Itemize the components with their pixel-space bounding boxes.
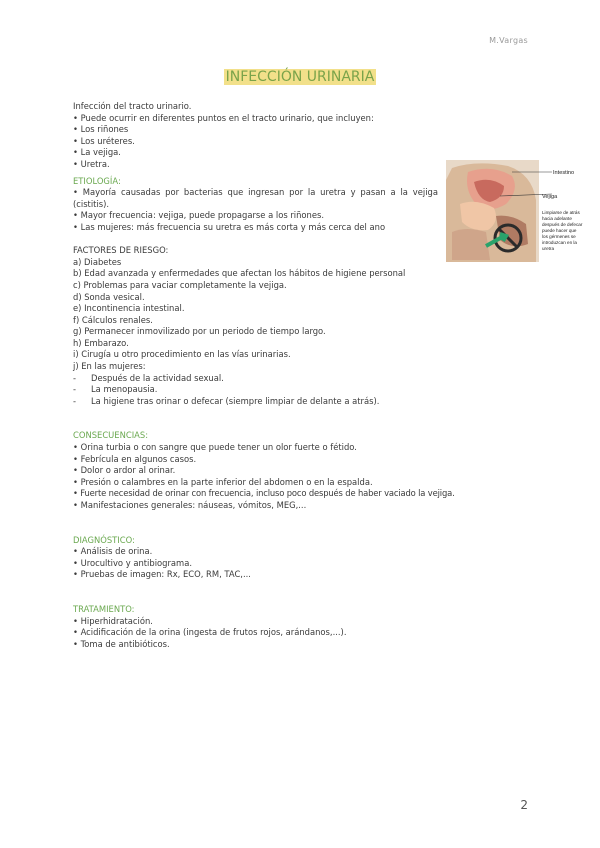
page-title — [0, 69, 600, 85]
tratamiento-item: • Toma de antibióticos. — [73, 638, 170, 649]
caption-line: hacia adelante — [542, 216, 572, 221]
consecuencia-item: • Febrícula en algunos casos. — [73, 453, 197, 464]
etiologia-section — [73, 176, 438, 234]
factor-item: d) Sonda vesical. — [73, 291, 145, 302]
tratamiento-item: • Acidificación de la orina (ingesta de frutos rojos, arándanos,...). — [73, 627, 347, 638]
page-number: 2 — [520, 798, 528, 812]
intro-line: • Los uréteres. — [73, 135, 135, 146]
factor-item: a) Diabetes — [73, 256, 122, 267]
tratamiento-section — [73, 604, 438, 650]
consecuencia-item: • Presión o calambres en la parte inferior del abdomen o en la espalda. — [73, 476, 373, 487]
factor-subitem: - La menopausia. — [73, 384, 453, 396]
intro-line: • La vejiga. — [73, 147, 121, 158]
etiologia-heading: ETIOLOGÍA: — [73, 175, 121, 186]
caption-line: introduzcan en la — [542, 240, 577, 245]
diagnostico-heading: DIAGNÓSTICO: — [73, 534, 135, 545]
factor-item: h) Embarazo. — [73, 337, 129, 348]
tratamiento-item: • Hiperhidratación. — [73, 615, 153, 626]
factor-item: e) Incontinencia intestinal. — [73, 303, 185, 314]
factores-heading: FACTORES DE RIESGO: — [73, 245, 169, 256]
factores-sublist — [73, 373, 453, 408]
consecuencia-item: • Dolor o ardor al orinar. — [73, 465, 176, 476]
diagnostico-section — [73, 535, 438, 581]
perineum-shape — [452, 229, 490, 260]
author-header: M.Vargas — [489, 36, 528, 45]
consecuencia-item: • Fuerte necesidad de orinar con frecuencia, incluso poco después de haber vaciado la vejiga. — [73, 488, 455, 499]
factor-subitem: - La higiene tras orinar o defecar (siempre limpiar de delante a atrás). — [73, 396, 453, 408]
intro-line: • Los riñones — [73, 124, 129, 135]
caption-line: Limpiarse de atrás — [542, 210, 580, 215]
tratamiento-heading: TRATAMIENTO: — [73, 603, 135, 614]
caption-line: los gérmenes se — [542, 234, 576, 239]
intro-line: Infección del tracto urinario. — [73, 101, 192, 111]
intro-line: • Puede ocurrir en diferentes puntos en el tracto urinario, que incluyen: — [73, 112, 374, 123]
consecuencia-item: • Orina turbia o con sangre que puede tener un olor fuerte o fétido. — [73, 442, 357, 453]
consecuencia-item: • Manifestaciones generales: náuseas, vómitos, MEG,... — [73, 500, 307, 510]
factor-item: b) Edad avanzada y enfermedades que afectan los hábitos de higiene personal — [73, 268, 406, 279]
factor-item: i) Cirugía u otro procedimiento en las vías urinarias. — [73, 349, 291, 360]
diagnostico-item: • Urocultivo y antibiograma. — [73, 557, 192, 568]
etiologia-line: • Mayor frecuencia: vejiga, puede propagarse a los riñones. — [73, 210, 325, 221]
diagnostico-item: • Análisis de orina. — [73, 546, 153, 557]
label-intestino: Intestino — [553, 170, 575, 176]
intro-section — [73, 101, 438, 171]
caption-line: uretra — [542, 246, 555, 251]
factor-subitem: - Después de la actividad sexual. — [73, 373, 453, 385]
etiologia-line: • Las mujeres: más frecuencia su uretra es más corta y más cerca del ano — [73, 221, 386, 232]
page-title-text: INFECCIÓN URINARIA — [225, 69, 375, 85]
factor-item: j) En las mujeres: — [73, 361, 146, 372]
diagnostico-item: • Pruebas de imagen: Rx, ECO, RM, TAC,... — [73, 569, 251, 580]
consecuencias-section — [73, 430, 533, 511]
factor-item: f) Cálculos renales. — [73, 314, 153, 325]
caption-line: puede hacer que — [542, 228, 577, 233]
main-content — [73, 101, 455, 650]
factor-item: g) Permanecer inmovilizado por un periodo de tiempo largo. — [73, 326, 326, 337]
intro-line: • Uretra. — [73, 158, 110, 169]
etiologia-line: • Mayoría causadas por bacterias que ingresan por la uretra y pasan a la vejiga (cistitis). — [73, 187, 438, 209]
factor-item: c) Problemas para vaciar completamente la vejiga. — [73, 279, 287, 290]
urinary-anatomy-figure — [446, 160, 591, 262]
caption-line: después de defecar — [542, 222, 583, 227]
factores-section — [73, 245, 453, 407]
label-vejiga: Vejiga — [542, 194, 558, 200]
consecuencias-heading: CONSECUENCIAS: — [73, 430, 149, 441]
